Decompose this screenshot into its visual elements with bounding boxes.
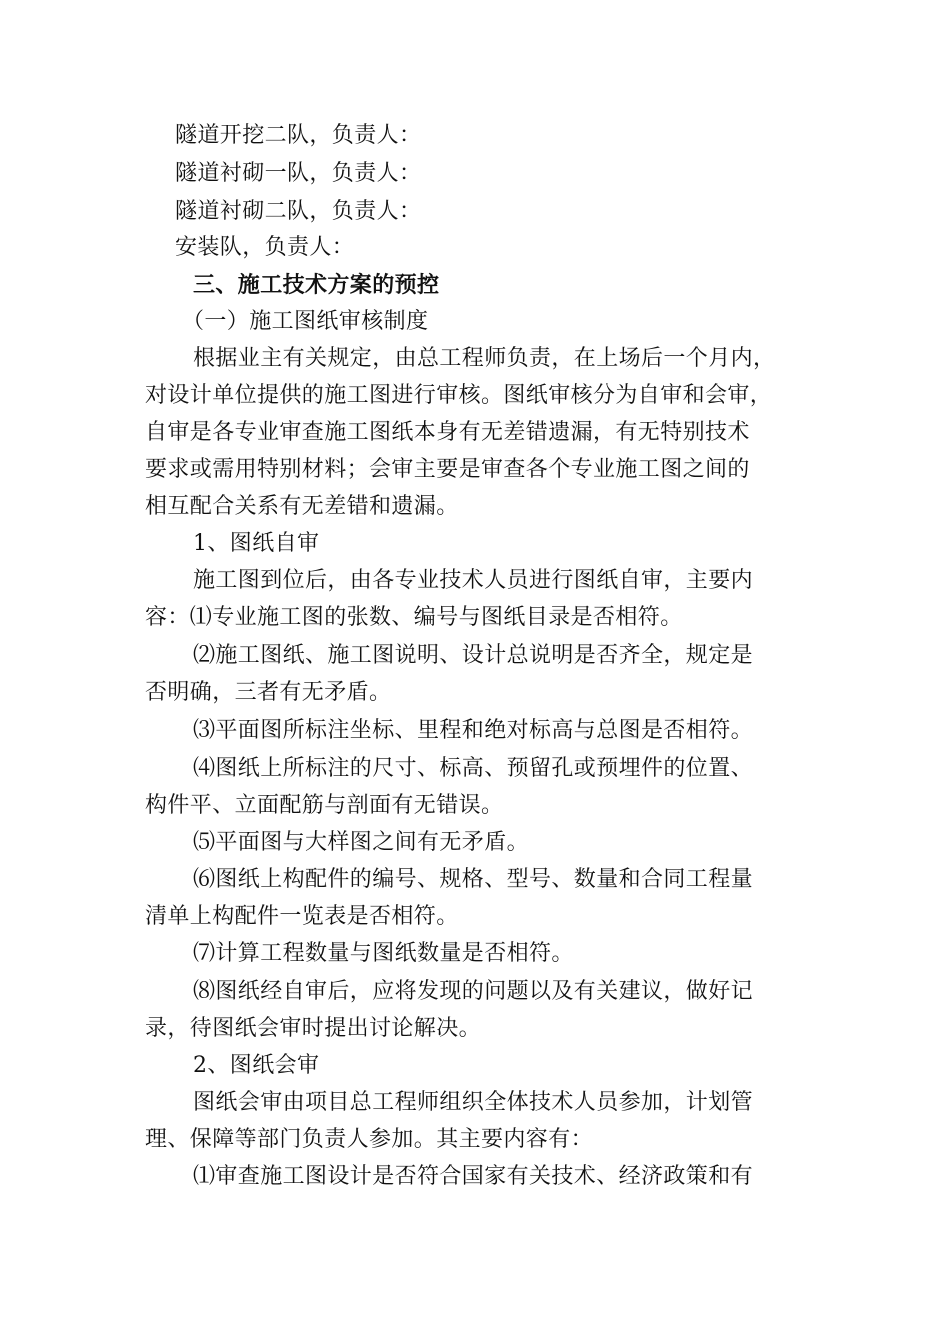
item-8-line-2: 录，待图纸会审时提出讨论解决。 xyxy=(145,1016,482,1041)
item-7-line-1: ⑺计算工程数量与图纸数量是否相符。 xyxy=(193,941,574,966)
item-4-line-2: 构件平、立面配筋与剖面有无错误。 xyxy=(145,793,504,818)
intro-line-5: 相互配合关系有无差错和遗漏。 xyxy=(145,494,459,519)
item-8-line-1: ⑻图纸经自审后，应将发现的问题以及有关建议，做好记 xyxy=(193,979,754,1004)
intro-line-2: 对设计单位提供的施工图进行审核。图纸审核分为自审和会审， xyxy=(145,383,773,408)
intro-line-1: 根据业主有关规定，由总工程师负责，在上场后一个月内， xyxy=(193,346,776,371)
team-line-installation: 安装队，负责人： xyxy=(175,235,355,260)
item-6-line-1: ⑹图纸上构配件的编号、规格、型号、数量和合同工程量 xyxy=(193,867,754,892)
joint-item-1-line-1: ⑴审查施工图设计是否符合国家有关技术、经济政策和有 xyxy=(193,1164,754,1189)
intro-line-4: 要求或需用特别材料；会审主要是审查各个专业施工图之间的 xyxy=(145,457,750,482)
subsection-heading: （一）施工图纸审核制度 xyxy=(182,309,429,334)
joint-review-heading: 2、图纸会审 xyxy=(193,1053,320,1078)
intro-line-3: 自审是各专业审查施工图纸本身有无差错遗漏，有无特别技术 xyxy=(145,420,750,445)
team-line-tunnel-excavation-2: 隧道开挖二队，负责人： xyxy=(175,123,422,148)
section-heading: 三、施工技术方案的预控 xyxy=(193,272,440,298)
self-review-intro-line-1: 施工图到位后，由各专业技术人员进行图纸自审，主要内 xyxy=(193,568,754,593)
item-6-line-2: 清单上构配件一览表是否相符。 xyxy=(145,904,459,929)
item-3-line-1: ⑶平面图所标注坐标、里程和绝对标高与总图是否相符。 xyxy=(193,718,754,743)
item-2-line-1: ⑵施工图纸、施工图说明、设计总说明是否齐全，规定是 xyxy=(193,643,754,668)
item-5-line-1: ⑸平面图与大样图之间有无矛盾。 xyxy=(193,830,530,855)
item-4-line-1: ⑷图纸上所标注的尺寸、标高、预留孔或预埋件的位置、 xyxy=(193,756,754,781)
team-line-tunnel-lining-2: 隧道衬砌二队，负责人： xyxy=(175,199,422,224)
item-2-line-2: 否明确，三者有无矛盾。 xyxy=(145,680,392,705)
self-review-intro-line-2: 容：⑴专业施工图的张数、编号与图纸目录是否相符。 xyxy=(145,605,683,630)
team-line-tunnel-lining-1: 隧道衬砌一队，负责人： xyxy=(175,161,422,186)
joint-review-intro-line-2: 理、保障等部门负责人参加。其主要内容有： xyxy=(145,1127,594,1152)
self-review-heading: 1、图纸自审 xyxy=(193,531,320,556)
joint-review-intro-line-1: 图纸会审由项目总工程师组织全体技术人员参加，计划管 xyxy=(193,1090,754,1115)
